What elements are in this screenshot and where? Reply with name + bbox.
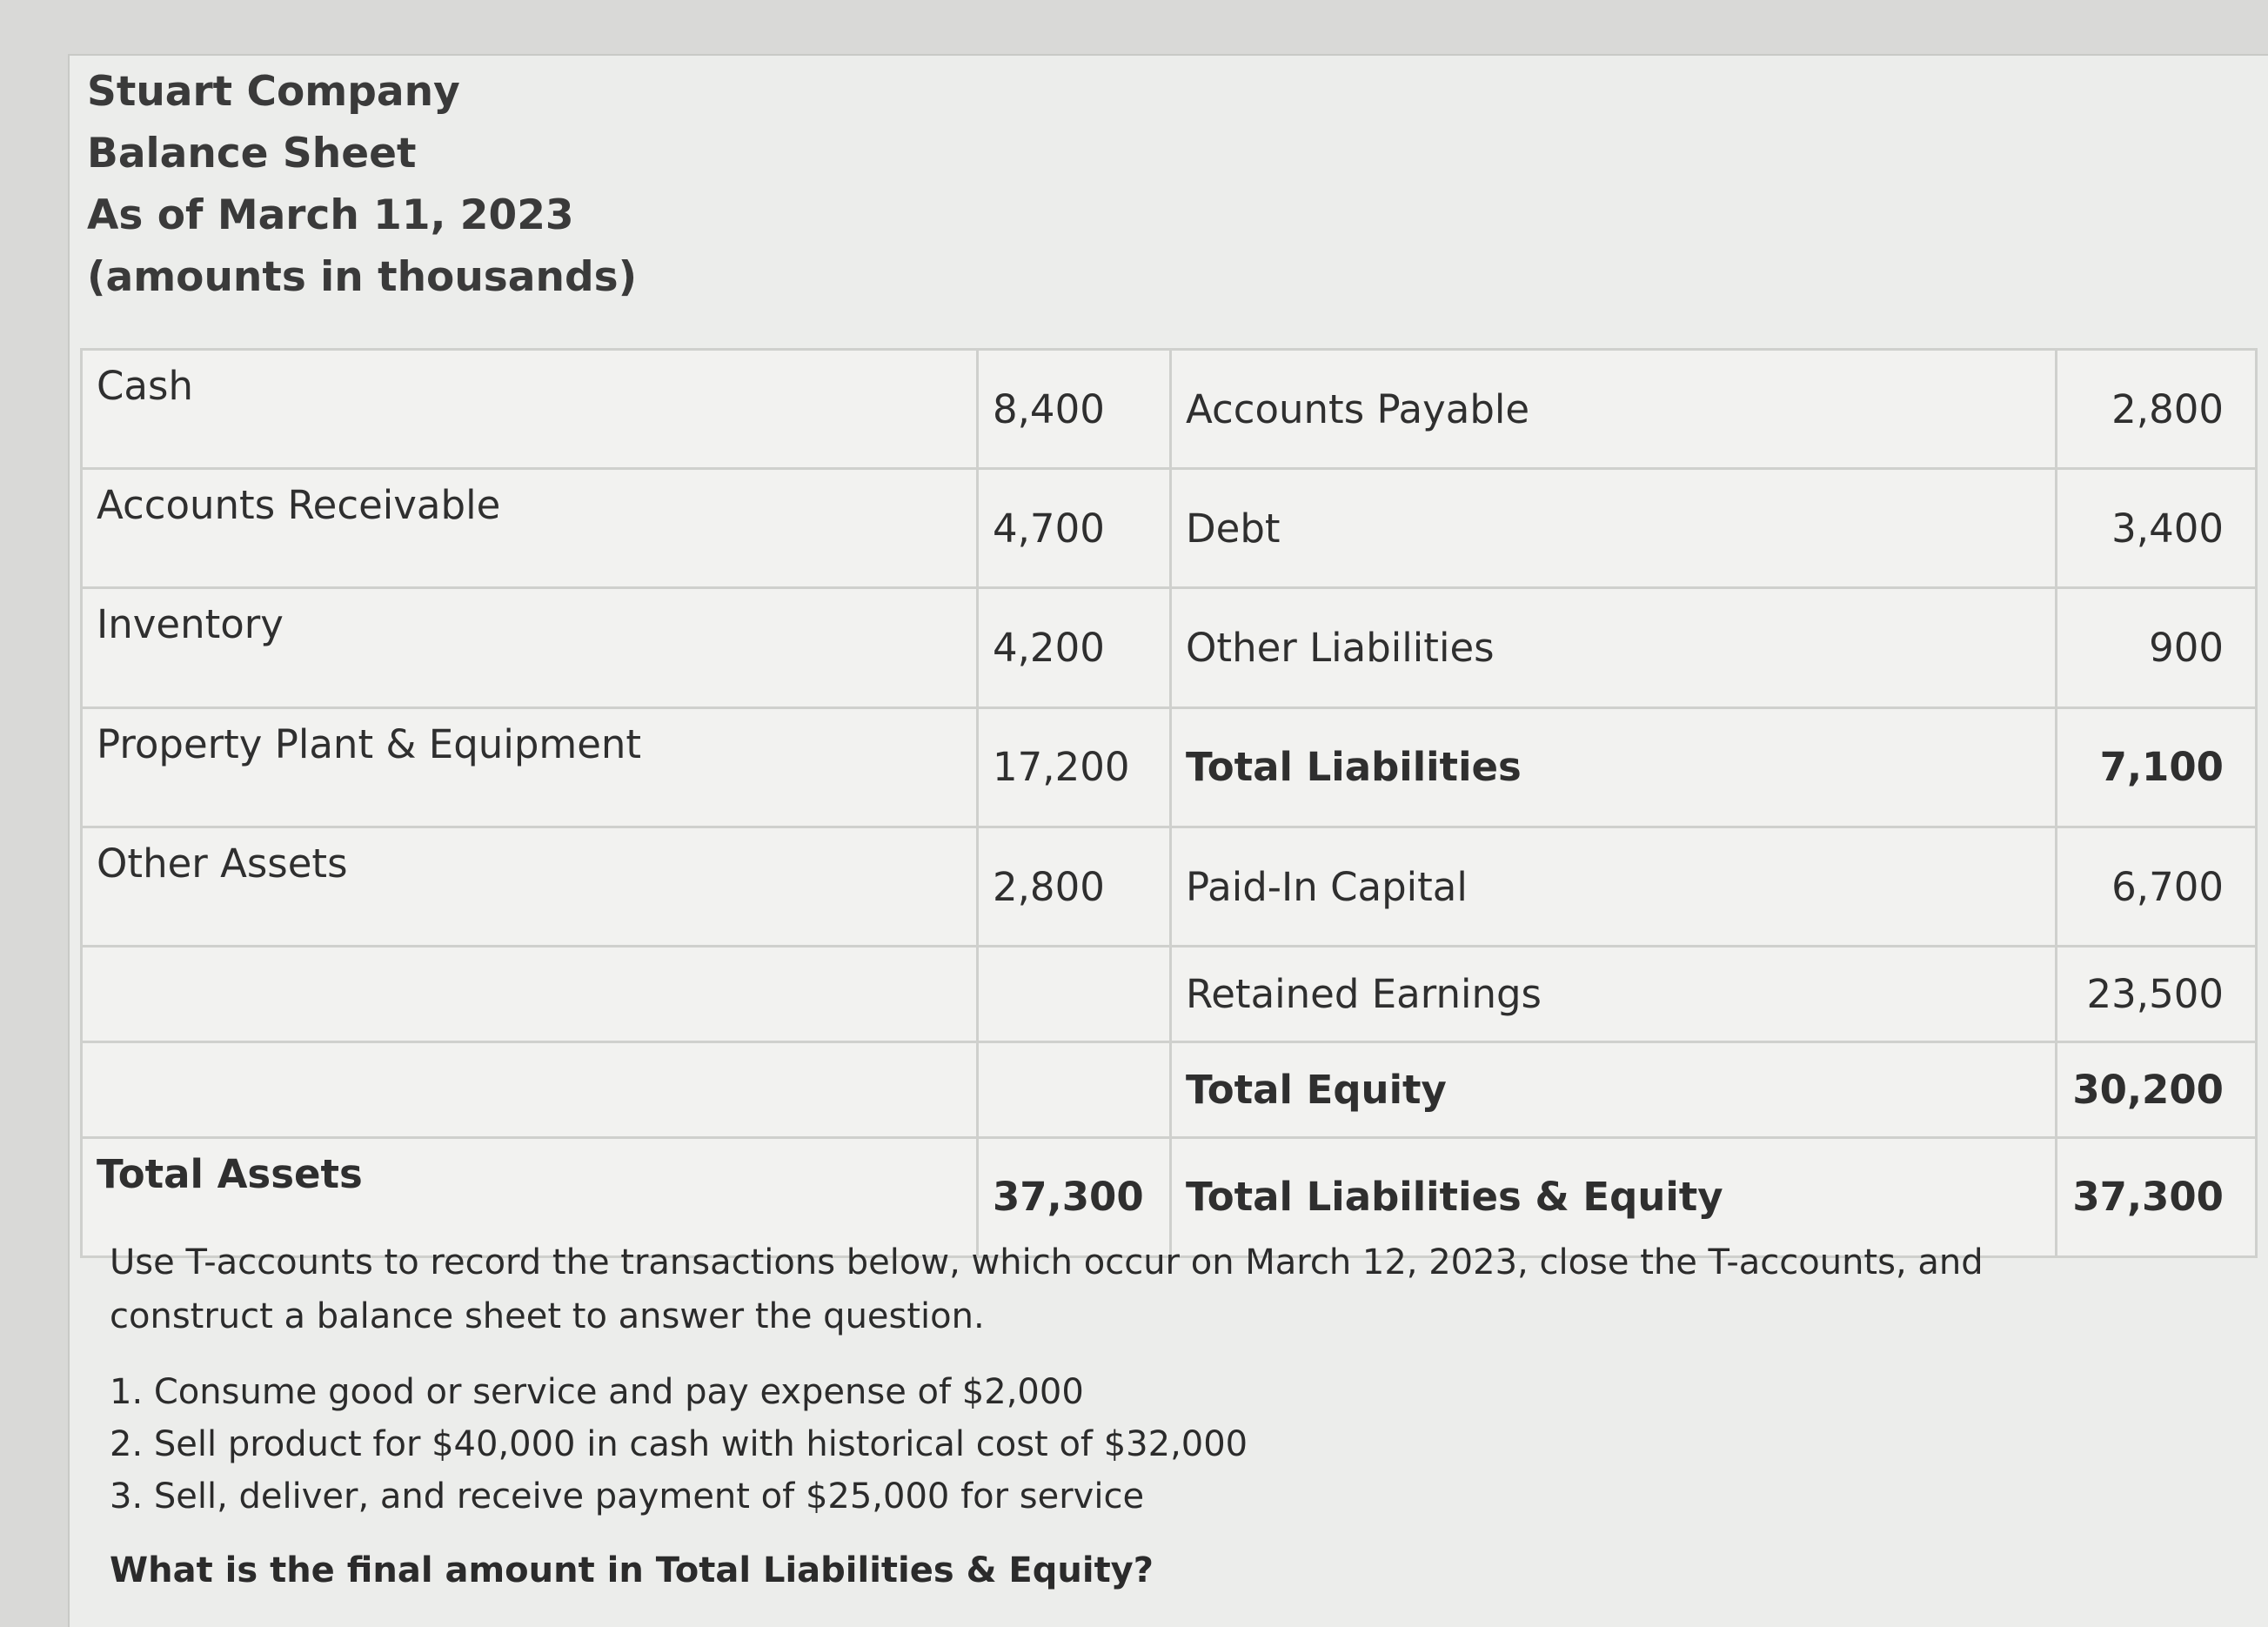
equity-value: 6,700 (2057, 827, 2257, 946)
liability-label: Debt (1171, 469, 2057, 588)
total-liabilities-value: 7,100 (2057, 707, 2257, 827)
problem-statement (110, 1235, 2024, 1597)
asset-value: 2,800 (978, 827, 1171, 946)
asset-value-empty (978, 947, 1171, 1042)
total-equity-value: 30,200 (2057, 1041, 2257, 1137)
liability-value: 2,800 (2057, 350, 2257, 469)
asset-value: 4,200 (978, 588, 1171, 707)
asset-value: 8,400 (978, 350, 1171, 469)
statement-date: As of March 11, 2023 (87, 191, 574, 239)
asset-label: Other Assets (82, 827, 978, 946)
balance-sheet-header (87, 61, 637, 308)
table-row (82, 947, 2257, 1042)
equity-label: Paid-In Capital (1171, 827, 2057, 946)
asset-label: Property Plant & Equipment (82, 707, 978, 827)
liability-value: 3,400 (2057, 469, 2257, 588)
table-row (82, 707, 2257, 827)
balance-sheet-table (80, 348, 2258, 1258)
asset-label-empty (82, 947, 978, 1042)
list-item: 3. Sell, deliver, and receive payment of $25,000 for service (110, 1476, 1145, 1517)
asset-value: 4,700 (978, 469, 1171, 588)
list-item: 2. Sell product for $40,000 in cash with historical cost of $32,000 (110, 1424, 1248, 1464)
total-liabilities-equity-value: 37,300 (2057, 1137, 2257, 1256)
table-row (82, 827, 2257, 946)
table-row (82, 1041, 2257, 1137)
liability-value: 900 (2057, 588, 2257, 707)
asset-label: Inventory (82, 588, 978, 707)
question-text: What is the final amount in Total Liabilities & Equity? (110, 1550, 1154, 1590)
asset-value-empty (978, 1041, 1171, 1137)
total-liabilities-equity-label: Total Liabilities & Equity (1171, 1137, 2057, 1256)
table-row (82, 588, 2257, 707)
total-liabilities-label: Total Liabilities (1171, 707, 2057, 827)
asset-value: 17,200 (978, 707, 1171, 827)
asset-label: Cash (82, 350, 978, 469)
liability-label: Accounts Payable (1171, 350, 2057, 469)
list-item: 1. Consume good or service and pay expense of $2,000 (110, 1372, 1084, 1412)
total-equity-label: Total Equity (1171, 1041, 2057, 1137)
equity-value: 23,500 (2057, 947, 2257, 1042)
asset-label-empty (82, 1041, 978, 1137)
table-row (82, 350, 2257, 469)
statement-title: Balance Sheet (87, 130, 417, 177)
total-assets-value: 37,300 (978, 1137, 1171, 1256)
liability-label: Other Liabilities (1171, 588, 2057, 707)
units-note: (amounts in thousands) (87, 253, 638, 301)
instructions-text: Use T-accounts to record the transactions below, which occur on March 12, 2023, close the T-accounts, and construct a balance sheet to answer the question. (110, 1242, 1984, 1336)
transaction-list (110, 1366, 2024, 1523)
total-assets-label: Total Assets (82, 1137, 978, 1256)
asset-label: Accounts Receivable (82, 469, 978, 588)
table-row (82, 469, 2257, 588)
equity-label: Retained Earnings (1171, 947, 2057, 1042)
company-name: Stuart Company (87, 68, 460, 116)
